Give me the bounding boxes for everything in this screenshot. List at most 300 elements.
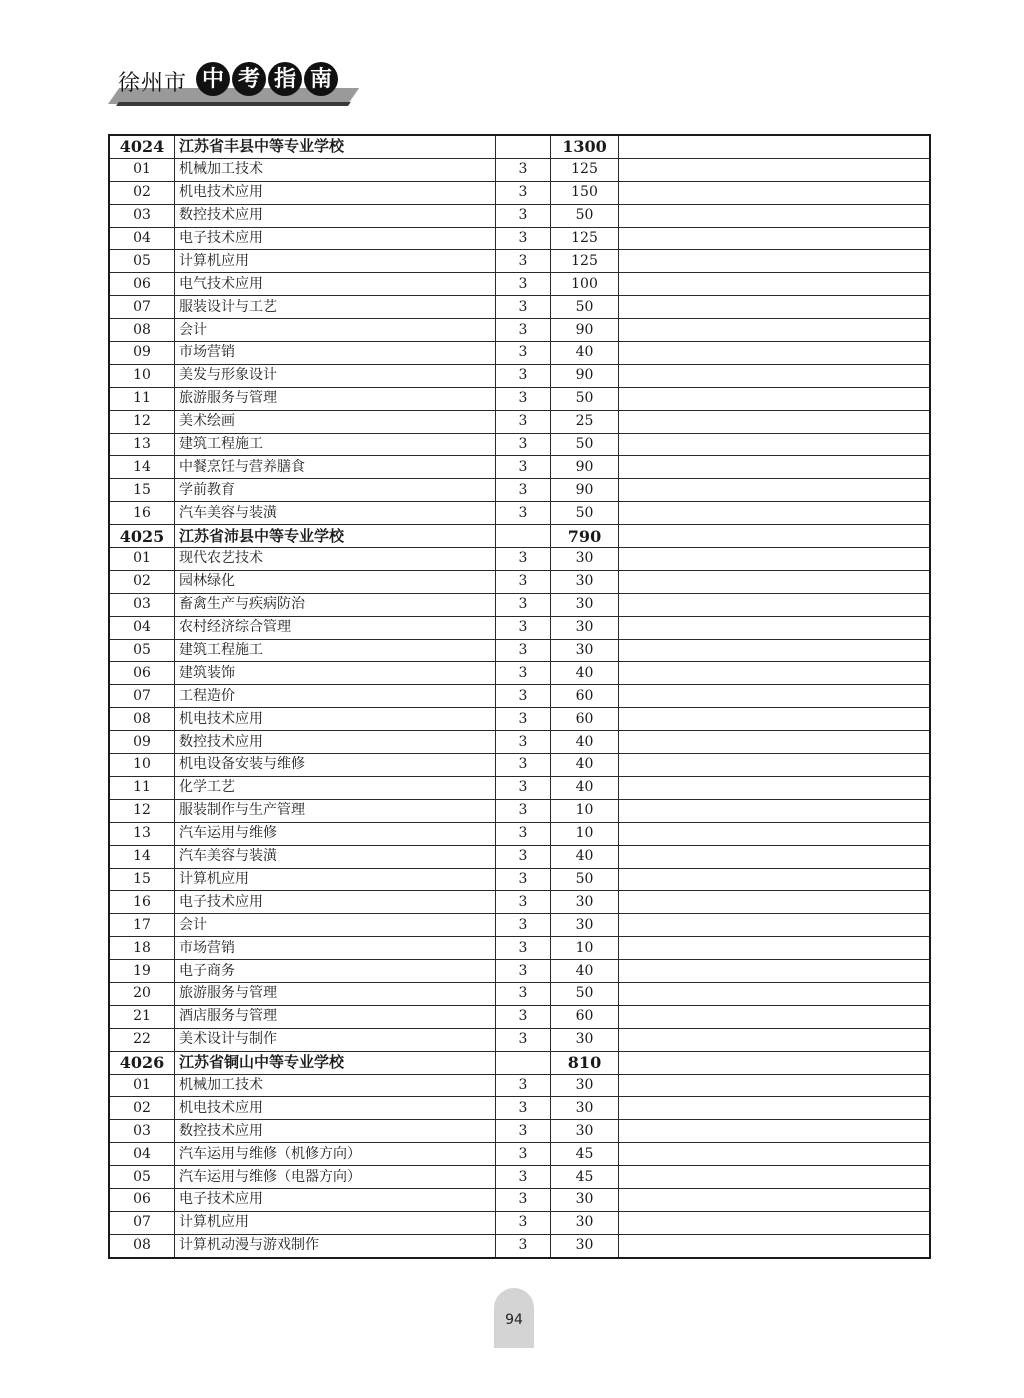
major-note-cell <box>619 639 931 662</box>
major-name: 美术设计与制作 <box>175 1028 496 1051</box>
school-row <box>109 1051 930 1074</box>
major-note-cell <box>619 960 931 983</box>
major-plan: 40 <box>551 776 619 799</box>
major-plan: 25 <box>551 410 619 433</box>
major-name: 机电设备安装与维修 <box>175 754 496 777</box>
school-row <box>109 135 930 158</box>
major-name: 园林绿化 <box>175 570 496 593</box>
major-row <box>109 685 930 708</box>
major-note-cell <box>619 181 931 204</box>
major-row <box>109 1005 930 1028</box>
major-row <box>109 158 930 181</box>
major-note-cell <box>619 1211 931 1234</box>
major-plan: 50 <box>551 502 619 525</box>
major-note-cell <box>619 822 931 845</box>
major-years: 3 <box>496 845 551 868</box>
major-plan: 30 <box>551 914 619 937</box>
major-row <box>109 456 930 479</box>
major-name: 学前教育 <box>175 479 496 502</box>
major-years: 3 <box>496 1028 551 1051</box>
major-note-cell <box>619 708 931 731</box>
major-years: 3 <box>496 433 551 456</box>
major-years: 3 <box>496 1097 551 1120</box>
major-row <box>109 822 930 845</box>
major-row <box>109 1211 930 1234</box>
major-name: 汽车运用与维修（电器方向） <box>175 1166 496 1189</box>
major-code: 01 <box>109 158 175 181</box>
major-code: 02 <box>109 181 175 204</box>
major-code: 08 <box>109 319 175 342</box>
major-years: 3 <box>496 250 551 273</box>
school-total: 810 <box>551 1051 619 1074</box>
major-plan: 40 <box>551 731 619 754</box>
major-plan: 150 <box>551 181 619 204</box>
school-code: 4025 <box>109 525 175 548</box>
major-plan: 50 <box>551 296 619 319</box>
major-code: 21 <box>109 1005 175 1028</box>
major-code: 07 <box>109 685 175 708</box>
major-plan: 125 <box>551 250 619 273</box>
major-plan: 10 <box>551 937 619 960</box>
major-plan: 30 <box>551 1188 619 1211</box>
major-note-cell <box>619 456 931 479</box>
major-name: 市场营销 <box>175 342 496 365</box>
major-note-cell <box>619 937 931 960</box>
header-title-char: 指 <box>268 62 302 96</box>
major-years: 3 <box>496 799 551 822</box>
major-row <box>109 548 930 571</box>
major-code: 12 <box>109 799 175 822</box>
major-name: 旅游服务与管理 <box>175 387 496 410</box>
major-years: 3 <box>496 685 551 708</box>
major-plan: 50 <box>551 982 619 1005</box>
major-years: 3 <box>496 502 551 525</box>
major-code: 13 <box>109 822 175 845</box>
major-note-cell <box>619 891 931 914</box>
major-code: 12 <box>109 410 175 433</box>
major-code: 09 <box>109 342 175 365</box>
major-note-cell <box>619 502 931 525</box>
page-number: 94 <box>494 1288 534 1348</box>
major-note-cell <box>619 1188 931 1211</box>
major-name: 服装制作与生产管理 <box>175 799 496 822</box>
major-name: 现代农艺技术 <box>175 548 496 571</box>
header-title-char: 中 <box>196 62 230 96</box>
major-row <box>109 410 930 433</box>
major-years: 3 <box>496 937 551 960</box>
major-note-cell <box>619 662 931 685</box>
major-code: 15 <box>109 479 175 502</box>
major-note-cell <box>619 799 931 822</box>
major-row <box>109 1074 930 1097</box>
major-plan: 30 <box>551 1211 619 1234</box>
major-code: 01 <box>109 548 175 571</box>
major-years: 3 <box>496 158 551 181</box>
school-name: 江苏省铜山中等专业学校 <box>175 1051 496 1074</box>
major-code: 08 <box>109 708 175 731</box>
major-note-cell <box>619 776 931 799</box>
header-bar-shadow <box>116 102 351 106</box>
major-code: 14 <box>109 845 175 868</box>
major-note-cell <box>619 364 931 387</box>
major-row <box>109 1143 930 1166</box>
major-row <box>109 570 930 593</box>
major-years: 3 <box>496 410 551 433</box>
enrollment-table-body <box>109 135 930 1258</box>
major-plan: 10 <box>551 799 619 822</box>
major-row <box>109 616 930 639</box>
major-code: 07 <box>109 296 175 319</box>
major-code: 16 <box>109 891 175 914</box>
major-years: 3 <box>496 754 551 777</box>
major-code: 05 <box>109 250 175 273</box>
major-note-cell <box>619 250 931 273</box>
major-years: 3 <box>496 960 551 983</box>
major-name: 建筑工程施工 <box>175 639 496 662</box>
major-note-cell <box>619 1234 931 1257</box>
major-code: 04 <box>109 1143 175 1166</box>
major-name: 市场营销 <box>175 937 496 960</box>
major-years: 3 <box>496 593 551 616</box>
major-name: 电气技术应用 <box>175 273 496 296</box>
major-plan: 60 <box>551 685 619 708</box>
major-note-cell <box>619 593 931 616</box>
major-name: 建筑工程施工 <box>175 433 496 456</box>
major-name: 电子技术应用 <box>175 227 496 250</box>
major-code: 09 <box>109 731 175 754</box>
major-code: 10 <box>109 754 175 777</box>
major-plan: 30 <box>551 1234 619 1257</box>
major-plan: 45 <box>551 1166 619 1189</box>
major-row <box>109 937 930 960</box>
major-name: 酒店服务与管理 <box>175 1005 496 1028</box>
major-row <box>109 204 930 227</box>
major-years: 3 <box>496 982 551 1005</box>
major-row <box>109 1188 930 1211</box>
major-code: 11 <box>109 776 175 799</box>
school-row <box>109 525 930 548</box>
major-code: 06 <box>109 1188 175 1211</box>
major-note-cell <box>619 1005 931 1028</box>
major-row <box>109 433 930 456</box>
major-note-cell <box>619 158 931 181</box>
major-note-cell <box>619 868 931 891</box>
major-name: 电子技术应用 <box>175 1188 496 1211</box>
major-plan: 100 <box>551 273 619 296</box>
major-years: 3 <box>496 914 551 937</box>
major-row <box>109 639 930 662</box>
major-years: 3 <box>496 1188 551 1211</box>
major-note-cell <box>619 616 931 639</box>
major-plan: 45 <box>551 1143 619 1166</box>
school-years-cell <box>496 135 551 158</box>
major-name: 计算机应用 <box>175 868 496 891</box>
major-note-cell <box>619 982 931 1005</box>
major-name: 建筑装饰 <box>175 662 496 685</box>
major-plan: 60 <box>551 708 619 731</box>
header-title-char: 考 <box>232 62 266 96</box>
major-years: 3 <box>496 364 551 387</box>
major-note-cell <box>619 273 931 296</box>
major-plan: 30 <box>551 548 619 571</box>
major-code: 17 <box>109 914 175 937</box>
major-note-cell <box>619 296 931 319</box>
major-code: 07 <box>109 1211 175 1234</box>
header-city: 徐州市 <box>118 71 188 96</box>
major-years: 3 <box>496 456 551 479</box>
major-name: 服装设计与工艺 <box>175 296 496 319</box>
major-name: 计算机应用 <box>175 1211 496 1234</box>
major-plan: 40 <box>551 754 619 777</box>
major-years: 3 <box>496 1166 551 1189</box>
major-years: 3 <box>496 708 551 731</box>
major-plan: 50 <box>551 387 619 410</box>
school-name: 江苏省沛县中等专业学校 <box>175 525 496 548</box>
major-years: 3 <box>496 731 551 754</box>
major-name: 数控技术应用 <box>175 1120 496 1143</box>
major-row <box>109 776 930 799</box>
major-name: 中餐烹饪与营养膳食 <box>175 456 496 479</box>
major-code: 04 <box>109 616 175 639</box>
major-code: 16 <box>109 502 175 525</box>
major-years: 3 <box>496 479 551 502</box>
major-years: 3 <box>496 868 551 891</box>
major-note-cell <box>619 342 931 365</box>
major-name: 计算机动漫与游戏制作 <box>175 1234 496 1257</box>
major-row <box>109 387 930 410</box>
major-code: 02 <box>109 570 175 593</box>
major-plan: 30 <box>551 891 619 914</box>
major-plan: 30 <box>551 616 619 639</box>
major-row <box>109 319 930 342</box>
major-plan: 50 <box>551 433 619 456</box>
major-years: 3 <box>496 616 551 639</box>
major-plan: 50 <box>551 204 619 227</box>
major-code: 14 <box>109 456 175 479</box>
school-total: 790 <box>551 525 619 548</box>
major-row <box>109 227 930 250</box>
major-row <box>109 1028 930 1051</box>
major-name: 会计 <box>175 319 496 342</box>
major-code: 15 <box>109 868 175 891</box>
major-note-cell <box>619 685 931 708</box>
major-plan: 30 <box>551 1097 619 1120</box>
major-years: 3 <box>496 891 551 914</box>
major-years: 3 <box>496 822 551 845</box>
major-row <box>109 1097 930 1120</box>
major-note-cell <box>619 1097 931 1120</box>
major-row <box>109 662 930 685</box>
major-note-cell <box>619 479 931 502</box>
major-row <box>109 845 930 868</box>
major-years: 3 <box>496 181 551 204</box>
major-code: 06 <box>109 662 175 685</box>
major-code: 01 <box>109 1074 175 1097</box>
major-name: 机械加工技术 <box>175 1074 496 1097</box>
major-row <box>109 364 930 387</box>
major-years: 3 <box>496 1005 551 1028</box>
major-code: 03 <box>109 593 175 616</box>
major-row <box>109 250 930 273</box>
major-row <box>109 296 930 319</box>
major-note-cell <box>619 914 931 937</box>
major-name: 旅游服务与管理 <box>175 982 496 1005</box>
school-note-cell <box>619 1051 931 1074</box>
major-name: 美发与形象设计 <box>175 364 496 387</box>
school-code: 4024 <box>109 135 175 158</box>
major-years: 3 <box>496 1143 551 1166</box>
major-code: 06 <box>109 273 175 296</box>
major-note-cell <box>619 1074 931 1097</box>
major-years: 3 <box>496 227 551 250</box>
major-plan: 90 <box>551 319 619 342</box>
major-years: 3 <box>496 342 551 365</box>
major-name: 数控技术应用 <box>175 204 496 227</box>
major-years: 3 <box>496 1120 551 1143</box>
major-code: 03 <box>109 1120 175 1143</box>
major-row <box>109 914 930 937</box>
school-years-cell <box>496 525 551 548</box>
major-years: 3 <box>496 204 551 227</box>
major-years: 3 <box>496 1211 551 1234</box>
major-code: 19 <box>109 960 175 983</box>
major-years: 3 <box>496 776 551 799</box>
major-code: 18 <box>109 937 175 960</box>
major-name: 汽车运用与维修 <box>175 822 496 845</box>
major-row <box>109 502 930 525</box>
major-row <box>109 891 930 914</box>
major-name: 汽车运用与维修（机修方向） <box>175 1143 496 1166</box>
school-note-cell <box>619 135 931 158</box>
major-note-cell <box>619 754 931 777</box>
major-years: 3 <box>496 548 551 571</box>
major-note-cell <box>619 845 931 868</box>
major-code: 04 <box>109 227 175 250</box>
major-code: 20 <box>109 982 175 1005</box>
major-years: 3 <box>496 639 551 662</box>
major-row <box>109 273 930 296</box>
major-row <box>109 479 930 502</box>
major-row <box>109 708 930 731</box>
major-plan: 60 <box>551 1005 619 1028</box>
school-total: 1300 <box>551 135 619 158</box>
major-row <box>109 181 930 204</box>
major-plan: 30 <box>551 593 619 616</box>
major-years: 3 <box>496 1074 551 1097</box>
major-plan: 50 <box>551 868 619 891</box>
major-row <box>109 868 930 891</box>
major-note-cell <box>619 1120 931 1143</box>
major-code: 13 <box>109 433 175 456</box>
major-name: 农村经济综合管理 <box>175 616 496 639</box>
major-note-cell <box>619 433 931 456</box>
major-code: 08 <box>109 1234 175 1257</box>
major-plan: 30 <box>551 639 619 662</box>
major-plan: 125 <box>551 158 619 181</box>
major-name: 机电技术应用 <box>175 1097 496 1120</box>
major-plan: 30 <box>551 1028 619 1051</box>
major-name: 数控技术应用 <box>175 731 496 754</box>
school-code: 4026 <box>109 1051 175 1074</box>
major-plan: 40 <box>551 662 619 685</box>
major-code: 02 <box>109 1097 175 1120</box>
major-note-cell <box>619 548 931 571</box>
major-name: 电子商务 <box>175 960 496 983</box>
major-years: 3 <box>496 570 551 593</box>
major-note-cell <box>619 410 931 433</box>
school-note-cell <box>619 525 931 548</box>
major-row <box>109 799 930 822</box>
major-row <box>109 754 930 777</box>
major-note-cell <box>619 1166 931 1189</box>
major-plan: 90 <box>551 364 619 387</box>
major-name: 畜禽生产与疾病防治 <box>175 593 496 616</box>
major-name: 汽车美容与装潢 <box>175 845 496 868</box>
major-years: 3 <box>496 273 551 296</box>
major-plan: 40 <box>551 342 619 365</box>
major-code: 05 <box>109 639 175 662</box>
major-row <box>109 1234 930 1257</box>
major-name: 会计 <box>175 914 496 937</box>
major-note-cell <box>619 204 931 227</box>
major-plan: 125 <box>551 227 619 250</box>
major-plan: 30 <box>551 1074 619 1097</box>
major-name: 化学工艺 <box>175 776 496 799</box>
major-years: 3 <box>496 296 551 319</box>
major-note-cell <box>619 227 931 250</box>
major-years: 3 <box>496 1234 551 1257</box>
school-name: 江苏省丰县中等专业学校 <box>175 135 496 158</box>
major-name: 工程造价 <box>175 685 496 708</box>
major-row <box>109 960 930 983</box>
major-row <box>109 982 930 1005</box>
major-name: 电子技术应用 <box>175 891 496 914</box>
major-name: 美术绘画 <box>175 410 496 433</box>
page-header <box>108 58 358 108</box>
major-row <box>109 593 930 616</box>
major-plan: 90 <box>551 479 619 502</box>
major-name: 汽车美容与装潢 <box>175 502 496 525</box>
major-note-cell <box>619 387 931 410</box>
major-code: 05 <box>109 1166 175 1189</box>
major-name: 机电技术应用 <box>175 181 496 204</box>
major-name: 计算机应用 <box>175 250 496 273</box>
major-name: 机械加工技术 <box>175 158 496 181</box>
major-note-cell <box>619 1028 931 1051</box>
major-plan: 90 <box>551 456 619 479</box>
major-note-cell <box>619 570 931 593</box>
major-plan: 40 <box>551 845 619 868</box>
major-row <box>109 1166 930 1189</box>
major-row <box>109 731 930 754</box>
major-row <box>109 1120 930 1143</box>
major-years: 3 <box>496 387 551 410</box>
header-title-char: 南 <box>304 62 338 96</box>
major-plan: 40 <box>551 960 619 983</box>
major-plan: 30 <box>551 1120 619 1143</box>
major-years: 3 <box>496 319 551 342</box>
major-plan: 10 <box>551 822 619 845</box>
major-code: 10 <box>109 364 175 387</box>
major-note-cell <box>619 731 931 754</box>
major-code: 03 <box>109 204 175 227</box>
major-note-cell <box>619 1143 931 1166</box>
major-years: 3 <box>496 662 551 685</box>
major-code: 22 <box>109 1028 175 1051</box>
enrollment-table <box>108 134 931 1259</box>
major-code: 11 <box>109 387 175 410</box>
major-row <box>109 342 930 365</box>
